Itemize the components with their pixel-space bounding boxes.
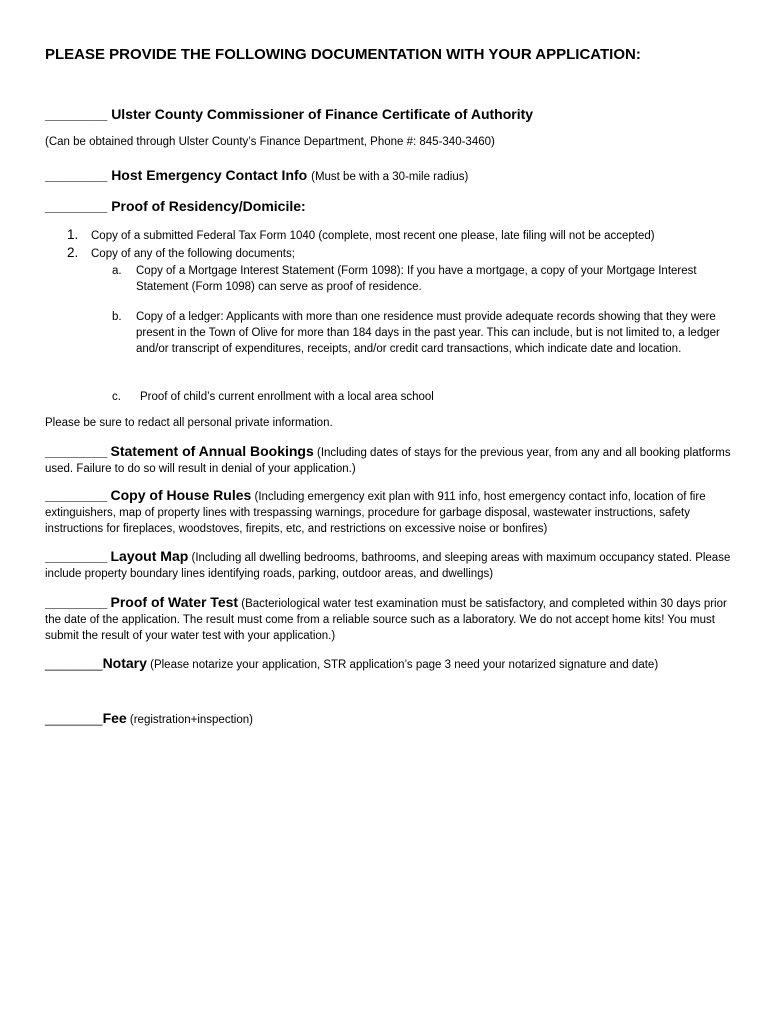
checklist-item-layout-map <box>45 548 735 582</box>
sub-list-label: a. <box>112 265 122 277</box>
item-heading: Copy of House Rules <box>110 487 252 503</box>
blank-line[interactable]: _________ <box>45 714 103 726</box>
item-note: (Including emergency exit plan with 911 info, host emergency contact info, location of fire extinguishers, map of property lines with trespassing warnings, procedure for garbage disposal, wastewater instructions, safety instructions for fireplaces, woodstoves, firepits, etc, and restrictions on excessive noise or bonfires) <box>45 491 706 535</box>
blank-line[interactable]: ________ <box>45 198 108 214</box>
checklist-item-house-rules <box>45 487 735 537</box>
item-heading: Host Emergency Contact Info <box>111 167 308 183</box>
redact-note: Please be sure to redact all personal private information. <box>45 417 333 429</box>
item-heading: Layout Map <box>110 548 189 564</box>
list-text: Copy of any of the following documents; <box>91 248 295 260</box>
blank-line[interactable]: ________ <box>45 487 108 503</box>
item-note: (registration+inspection) <box>129 714 253 726</box>
checklist-item-bookings <box>45 443 735 477</box>
item-note: (Must be with a 30-mile radius) <box>311 171 469 183</box>
sub-list-item <box>112 263 722 295</box>
sub-list-label: c. <box>112 391 121 403</box>
item-heading: Ulster County Commissioner of Finance Certificate of Authority <box>111 106 534 122</box>
list-number: 2. <box>67 245 79 260</box>
item-note: (Please notarize your application, STR application’s page 3 need your notarized signature and date) <box>150 659 659 671</box>
blank-line[interactable]: ________ <box>45 167 108 183</box>
list-item <box>67 227 655 244</box>
item-heading: Fee <box>102 710 127 726</box>
item-note: (Including all dwelling bedrooms, bathrooms, and sleeping areas with maximum occupancy stated. Please include property boundary lines identifying roads, parking, outdoor areas, and dwellings) <box>45 552 731 580</box>
sub-list-text: Copy of a ledger: Applicants with more than one residence must provide adequate records showing that they were present in the Town of Olive for more than 184 days in the past year. This can include, but is not limited to, a ledger and/or transcript of expenditures, receipts, and/or credit card transactions, which indicate date and location. <box>136 311 720 355</box>
page-title: PLEASE PROVIDE THE FOLLOWING DOCUMENTATION WITH YOUR APPLICATION: <box>45 46 641 63</box>
item-heading: Notary <box>102 655 147 671</box>
list-number: 1. <box>67 227 79 242</box>
item-heading: Proof of Water Test <box>110 594 239 610</box>
checklist-item-residency <box>45 198 306 214</box>
blank-line[interactable]: ________ <box>45 106 108 122</box>
checklist-item-water-test <box>45 594 735 644</box>
checklist-item-notary <box>45 655 735 673</box>
checklist-item-host-contact <box>45 167 468 185</box>
sub-list-text: Proof of child’s current enrollment with a local area school <box>140 391 434 403</box>
item-heading: Statement of Annual Bookings <box>110 443 314 459</box>
checklist-item-fee <box>45 710 735 728</box>
list-item <box>67 245 295 262</box>
sub-list-label: b. <box>112 311 122 323</box>
sub-list-item <box>112 309 722 373</box>
sub-list-text: Copy of a Mortgage Interest Statement (Form 1098): If you have a mortgage, a copy of your Mortgage Interest Statement (Form 1098) can serve as proof of residence. <box>136 265 697 293</box>
item-note: (Bacteriological water test examination must be satisfactory, and completed within 30 days prior the date of the application. The result must come from a reliable source such as a laboratory. We do not accept home kits! You must submit the result of your water test with your application.) <box>45 598 727 642</box>
blank-line[interactable]: _________ <box>45 659 103 671</box>
checklist-item-certificate <box>45 106 533 122</box>
blank-line[interactable]: ________ <box>45 594 108 610</box>
blank-line[interactable]: ________ <box>45 548 108 564</box>
sub-list-item <box>112 389 722 405</box>
list-text: Copy of a submitted Federal Tax Form 1040 (complete, most recent one please, late filing will not be accepted) <box>91 230 655 242</box>
blank-line[interactable]: ________ <box>45 443 108 459</box>
item-heading: Proof of Residency/Domicile: <box>111 198 306 214</box>
certificate-detail: (Can be obtained through Ulster County’s Finance Department, Phone #: 845-340-3460) <box>45 136 495 148</box>
item-note: (Including dates of stays for the previous year, from any and all booking platforms used. Failure to do so will result in denial of your application.) <box>45 447 731 475</box>
